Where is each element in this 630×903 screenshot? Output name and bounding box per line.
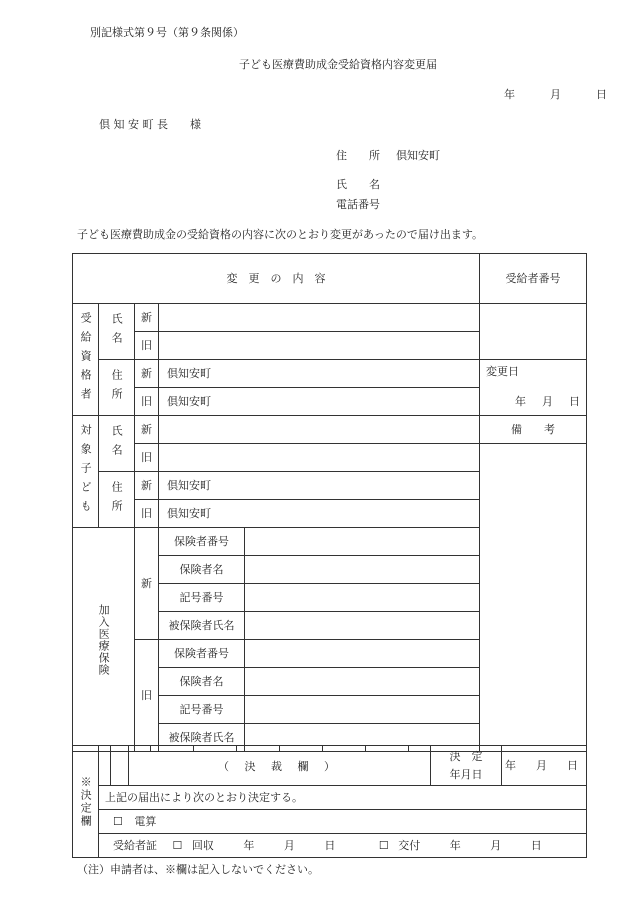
approval-field[interactable] [129, 746, 431, 786]
date-day: 日 [596, 88, 607, 101]
recipient-address-new-label: 新 [135, 360, 159, 388]
remarks-header: 備 考 [480, 416, 587, 444]
insured-name-old-label: 被保険者氏名 [159, 724, 245, 752]
issue-checkbox[interactable]: ☐ [378, 838, 389, 852]
recipient-name-old-label: 旧 [135, 332, 159, 360]
footnote: （注）申請者は、※欄は記入しないでください。 [77, 863, 319, 876]
approval-ticks [129, 746, 430, 752]
computer-checkbox[interactable]: ☐ [113, 814, 123, 828]
change-date-cell[interactable] [480, 360, 587, 416]
insurer-name-new-label: 保険者名 [159, 556, 245, 584]
insurer-name-old-label: 保険者名 [159, 668, 245, 696]
insured-name-new-label: 被保険者氏名 [159, 612, 245, 640]
recipient-address-old-label: 旧 [135, 388, 159, 416]
decision-table [72, 745, 587, 858]
symbol-no-old-label: 記号番号 [159, 696, 245, 724]
recipient-name-new-field[interactable] [159, 304, 480, 332]
child-name-old-label: 旧 [135, 444, 159, 472]
symbol-no-old-field[interactable] [245, 696, 480, 724]
issue-label: 交付 [398, 838, 421, 852]
recipient-number-field[interactable] [480, 304, 587, 360]
recipient-address-old-field[interactable]: 倶知安町 [159, 388, 480, 416]
decision-statement: 上記の届出により次のとおり決定する。 [99, 786, 587, 810]
date-month: 月 [550, 88, 561, 101]
decision-stamp-2[interactable] [111, 746, 129, 786]
insurance-new-label: 新 [135, 528, 159, 640]
change-content-header: 変 更 の 内 容 [73, 254, 480, 304]
insurer-no-old-field[interactable] [245, 640, 480, 668]
change-date-ymd: 年 月 日 [515, 395, 580, 409]
certificate-row: 受給者証 ☐ 回収 年 月 日 ☐ 交付 年 月 日 [99, 834, 587, 858]
symbol-no-new-field[interactable] [245, 584, 480, 612]
child-address-label: 住所 [99, 472, 135, 528]
child-address-old-field[interactable]: 倶知安町 [159, 500, 480, 528]
recipient-number-header: 受給者番号 [480, 254, 587, 304]
date-year: 年 [504, 88, 515, 101]
decision-date-label: 決 定 年月日 [431, 746, 502, 786]
decision-group-label: ※決定欄 [73, 746, 99, 858]
address-value: 倶知安町 [396, 149, 440, 162]
insurer-name-old-field[interactable] [245, 668, 480, 696]
decision-date-field[interactable] [502, 746, 587, 786]
address-label: 住 所 [336, 149, 380, 162]
child-group-label: 対象子ども [73, 416, 99, 528]
recipient-name-label: 氏名 [99, 304, 135, 360]
decision-date-ymd: 年 月 日 [505, 758, 578, 772]
intro-text: 子ども医療費助成金の受給資格の内容に次のとおり変更があったので届け出ます。 [77, 228, 484, 241]
child-address-old-label: 旧 [135, 500, 159, 528]
insurer-name-new-field[interactable] [245, 556, 480, 584]
child-address-new-label: 新 [135, 472, 159, 500]
insurer-no-new-field[interactable] [245, 528, 480, 556]
phone-label: 電話番号 [336, 198, 380, 211]
collect-label: 回収 [191, 838, 214, 852]
recipient-name-new-label: 新 [135, 304, 159, 332]
addressee: 倶 知 安 町 長 様 [99, 118, 201, 131]
collect-checkbox[interactable]: ☐ [172, 838, 183, 852]
insurer-no-new-label: 保険者番号 [159, 528, 245, 556]
change-form-table [72, 253, 587, 752]
insured-name-new-field[interactable] [245, 612, 480, 640]
computer-row [99, 810, 587, 834]
recipient-name-old-field[interactable] [159, 332, 480, 360]
child-name-new-label: 新 [135, 416, 159, 444]
child-address-new-field[interactable]: 倶知安町 [159, 472, 480, 500]
decision-stamp-1[interactable] [99, 746, 111, 786]
insurance-group-label: 加入医療保険 [73, 528, 135, 752]
form-title: 子ども医療費助成金受給資格内容変更届 [239, 58, 437, 71]
insurance-old-label: 旧 [135, 640, 159, 752]
name-label: 氏 名 [336, 178, 380, 191]
insurer-no-old-label: 保険者番号 [159, 640, 245, 668]
remarks-field[interactable] [480, 444, 587, 752]
child-name-old-field[interactable] [159, 444, 480, 472]
computer-label: 電算 [134, 814, 157, 828]
recipient-address-label: 住所 [99, 360, 135, 416]
symbol-no-new-label: 記号番号 [159, 584, 245, 612]
form-number: 別記様式第９号（第９条関係） [90, 26, 244, 39]
approval-label: （ 決 裁 欄 ） [218, 760, 341, 773]
change-date-label: 変更日 [486, 365, 519, 378]
recipient-group-label: 受給資格者 [73, 304, 99, 416]
certificate-label: 受給者証 [113, 838, 157, 852]
recipient-address-new-field[interactable]: 倶知安町 [159, 360, 480, 388]
child-name-label: 氏名 [99, 416, 135, 472]
child-name-new-field[interactable] [159, 416, 480, 444]
